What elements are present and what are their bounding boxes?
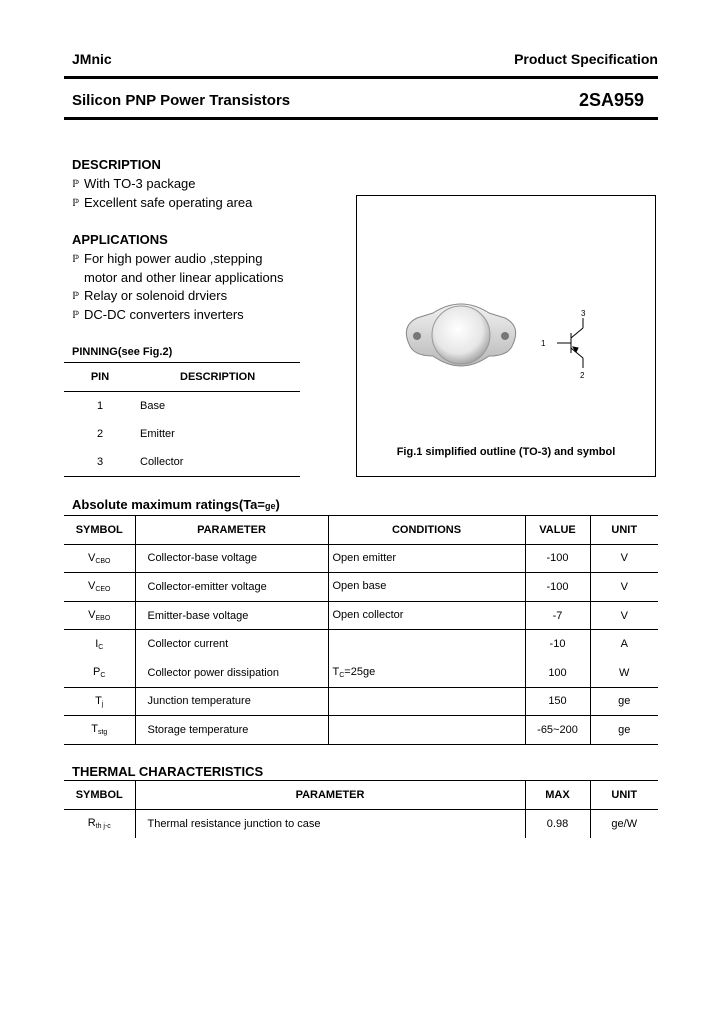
symbol-subscript: CBO (95, 557, 111, 565)
to3-package-image (406, 304, 515, 366)
table-header-row (64, 363, 300, 392)
symbol-cell (64, 716, 135, 745)
column-header-unit: UNIT (590, 516, 658, 545)
value-cell: -7 (525, 601, 590, 630)
conditions-cell (328, 573, 525, 602)
symbol-letter: V (88, 609, 96, 622)
symbol-cell (64, 630, 135, 659)
symbol-subscript: stg (97, 729, 108, 737)
pin-description: Base (140, 399, 166, 412)
bullet-mark: ℙ (72, 198, 80, 209)
parameter-cell: Junction temperature (135, 687, 328, 716)
pin-label-1: 1 (541, 339, 546, 348)
conditions-cell (328, 601, 525, 630)
table-row (64, 573, 658, 602)
symbol-letter: P (93, 666, 101, 679)
application-item-text: Relay or solenoid drviers (84, 288, 228, 303)
symbol-cell (64, 544, 135, 573)
pinning-heading: PINNING(see Fig.2) (72, 346, 173, 358)
table-row (64, 544, 658, 573)
pin-label-2: 2 (580, 371, 585, 380)
application-item (72, 288, 227, 303)
value-cell: 100 (525, 658, 590, 687)
condition-subscript: C (339, 672, 345, 680)
unit-cell: W (590, 658, 658, 687)
heading-close: ) (275, 497, 280, 512)
company-name: JMnic (72, 51, 112, 67)
product-specification-label: Product Specification (514, 51, 658, 67)
symbol-cell (64, 601, 135, 630)
condition-tail: =25ge (344, 666, 376, 679)
title-divider (64, 117, 658, 120)
parameter-cell: Collector-base voltage (135, 544, 328, 573)
table-row (64, 420, 300, 449)
symbol-cell (64, 573, 135, 602)
thermal-characteristics-heading: THERMAL CHARACTERISTICS (72, 764, 264, 779)
figure-box (356, 195, 656, 477)
application-item-text: DC-DC converters inverters (84, 307, 244, 322)
table-header-row (64, 781, 658, 810)
symbol-subscript: C (98, 643, 104, 651)
parameter-cell: Collector current (135, 630, 328, 659)
max-cell: 0.98 (525, 809, 590, 838)
application-item-continuation: motor and other linear applications (84, 270, 284, 285)
description-item-text: Excellent safe operating area (84, 195, 253, 210)
heading-unit: ge (265, 501, 276, 511)
table-row (64, 687, 658, 716)
table-header-row (64, 516, 658, 545)
table-row (64, 601, 658, 630)
unit-cell: A (590, 630, 658, 659)
symbol-cell (64, 809, 135, 838)
value-cell: 150 (525, 687, 590, 716)
conditions-cell (328, 687, 525, 716)
column-header-max: MAX (525, 781, 590, 810)
bullet-mark: ℙ (72, 310, 80, 321)
column-header-symbol: SYMBOL (75, 523, 123, 536)
column-header-description: DESCRIPTION (180, 370, 256, 383)
table-row (64, 658, 658, 687)
pin-number: 2 (96, 427, 104, 440)
document-title: Silicon PNP Power Transistors (72, 92, 291, 109)
application-item-text: For high power audio ,stepping (84, 251, 263, 266)
column-header-parameter: PARAMETER (135, 516, 328, 545)
unit-cell: ge (590, 716, 658, 745)
symbol-letter: T (91, 723, 98, 736)
condition-text: Open collector (332, 609, 404, 622)
unit-cell: V (590, 573, 658, 602)
conditions-cell (328, 630, 525, 659)
pin-label-3: 3 (581, 309, 586, 318)
conditions-cell (328, 658, 525, 687)
bullet-mark: ℙ (72, 291, 80, 302)
application-item (72, 251, 263, 266)
symbol-letter: V (87, 580, 96, 593)
symbol-subscript: th j-c (95, 823, 111, 830)
value-cell: -10 (525, 630, 590, 659)
table-row (64, 809, 658, 838)
unit-cell: ge/W (590, 809, 658, 838)
symbol-letter: T (95, 694, 102, 707)
parameter-cell: Emitter-base voltage (135, 601, 328, 630)
description-item (72, 195, 252, 210)
pin-number: 3 (96, 456, 104, 468)
table-row (64, 448, 300, 477)
pin-description: Collector (140, 456, 184, 468)
column-header-unit: UNIT (590, 781, 658, 810)
value-cell: -65~200 (525, 716, 590, 745)
part-number: 2SA959 (578, 90, 644, 110)
description-item-text: With TO-3 package (84, 176, 196, 191)
column-header-value: VALUE (525, 516, 590, 545)
application-item (72, 307, 244, 322)
pin-description: Emitter (140, 427, 175, 440)
symbol-subscript: CEO (95, 586, 111, 594)
condition-text: Open emitter (332, 551, 397, 564)
column-header-pin: PIN (90, 370, 110, 383)
absolute-maximum-ratings-table (64, 515, 658, 745)
description-heading: DESCRIPTION (72, 157, 161, 172)
table-row (64, 391, 300, 420)
unit-cell: ge (590, 687, 658, 716)
absolute-maximum-ratings-heading (72, 497, 280, 512)
symbol-letter: I (95, 637, 99, 650)
column-header-symbol: SYMBOL (75, 788, 123, 801)
unit-cell: V (590, 601, 658, 630)
condition-text: Open base (332, 580, 387, 593)
table-row (64, 630, 658, 659)
column-header-parameter: PARAMETER (135, 781, 525, 810)
symbol-subscript: EBO (95, 615, 111, 623)
value-cell: -100 (525, 573, 590, 602)
condition-text: T (332, 666, 340, 679)
bullet-mark: ℙ (72, 179, 80, 190)
symbol-subscript: j (101, 700, 104, 708)
conditions-cell (328, 716, 525, 745)
symbol-cell (64, 687, 135, 716)
symbol-cell (64, 658, 135, 687)
symbol-letter: V (87, 551, 96, 564)
parameter-cell: Collector-emitter voltage (135, 573, 328, 602)
thermal-characteristics-table (64, 780, 658, 838)
value-cell: -100 (525, 544, 590, 573)
conditions-cell (328, 544, 525, 573)
table-row (64, 716, 658, 745)
parameter-cell: Storage temperature (135, 716, 328, 745)
pinning-table (64, 362, 300, 477)
bullet-mark: ℙ (72, 254, 80, 265)
header-divider (64, 76, 658, 79)
transistor-symbol (557, 318, 583, 368)
unit-cell: V (590, 544, 658, 573)
heading-text: Absolute maximum ratings(Ta= (72, 497, 265, 512)
column-header-conditions: CONDITIONS (328, 516, 525, 545)
description-item (72, 176, 196, 191)
parameter-cell: Thermal resistance junction to case (135, 809, 525, 838)
applications-heading: APPLICATIONS (72, 232, 168, 247)
figure-drawing (357, 196, 655, 436)
figure-caption: Fig.1 simplified outline (TO-3) and symbol (396, 446, 616, 458)
symbol-letter: R (87, 817, 96, 829)
parameter-cell: Collector power dissipation (135, 658, 328, 687)
symbol-subscript: C (100, 672, 106, 680)
pin-number: 1 (96, 399, 104, 412)
